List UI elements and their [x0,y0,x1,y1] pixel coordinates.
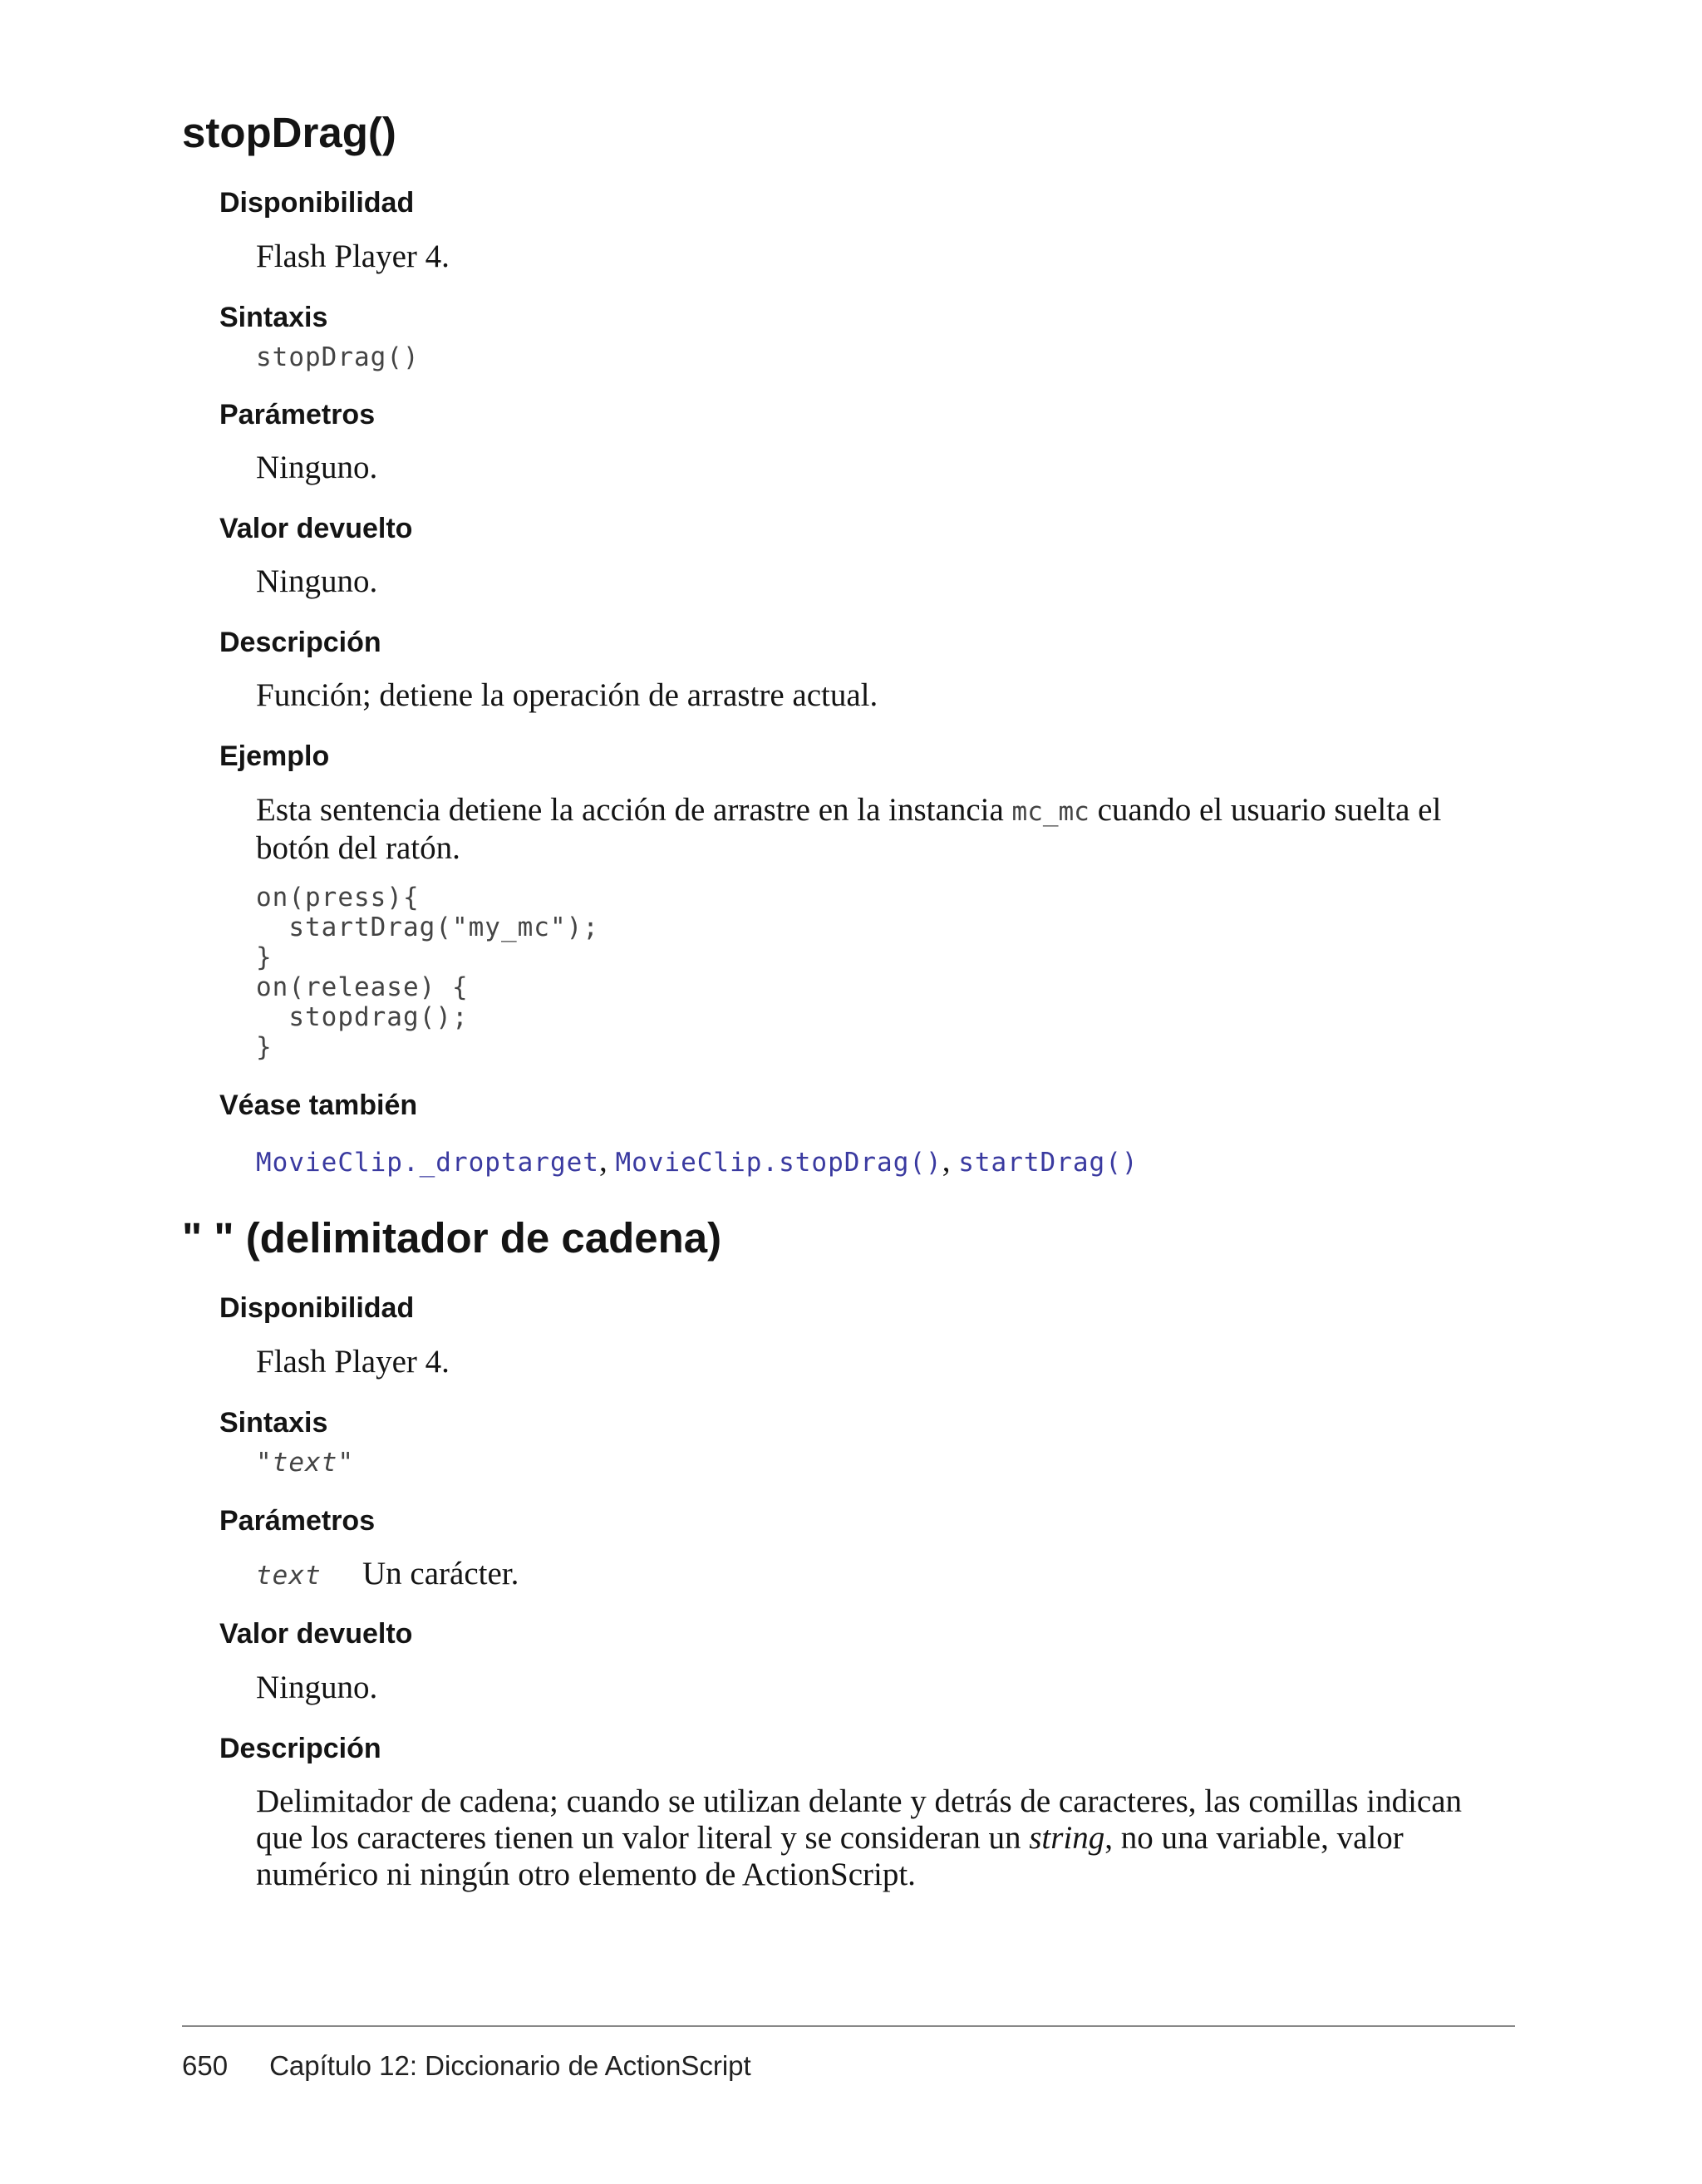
footer-divider [182,2025,1515,2027]
entry-title-string-delimiter: " " (delimitador de cadena) [182,1214,722,1262]
see-also-separator: , [598,1143,616,1178]
example-code-block: on(press){ startDrag("my_mc"); } on(release) { stopdrag(); } [256,883,599,1062]
parameter-name: text [256,1561,322,1591]
example-text [256,792,1519,867]
syntax-quote-close: " [337,1448,354,1478]
page-footer [182,2049,751,2083]
description-heading: Descripción [219,1733,381,1764]
description-text: Función; detiene la operación de arrastre actual. [256,677,878,713]
see-also-link[interactable]: MovieClip._droptarget [256,1148,599,1178]
see-also-heading: Véase también [219,1090,418,1121]
description-heading: Descripción [219,627,381,658]
syntax-heading: Sintaxis [219,302,328,333]
description-italic-term: string [1029,1820,1105,1856]
description-text-after: , no una variable, valor numérico ni ningún otro elemento de ActionScript. [256,1820,1404,1892]
example-inline-code: mc_mc [1011,797,1090,827]
availability-heading: Disponibilidad [219,187,415,219]
return-value-heading: Valor devuelto [219,1618,413,1650]
see-also-links [256,1143,1519,1181]
parameter-description: Un carácter. [362,1556,519,1591]
see-also-link[interactable]: MovieClip.stopDrag() [615,1148,942,1178]
description-text [256,1783,1515,1893]
availability-heading: Disponibilidad [219,1292,415,1324]
syntax-code [256,1448,354,1478]
parameters-heading: Parámetros [219,399,376,430]
syntax-quote-open: " [256,1448,273,1478]
description-text-before: Delimitador de cadena; cuando se utilizan delante y detrás de caracteres, las comillas indican que los caracteres tienen un valor literal y se consideran un [256,1783,1463,1856]
entry-title-stopdrag: stopDrag() [182,109,396,156]
availability-text: Flash Player 4. [256,1344,450,1380]
chapter-title: Capítulo 12: Diccionario de ActionScript [269,2050,751,2081]
return-value-text: Ninguno. [256,1670,378,1705]
syntax-code: stopDrag() [256,342,420,372]
parameters-heading: Parámetros [219,1505,376,1537]
return-value-heading: Valor devuelto [219,513,413,544]
example-text-after: cuando el usuario suelta el botón del ratón. [256,792,1442,866]
example-heading: Ejemplo [219,740,330,772]
syntax-heading: Sintaxis [219,1407,328,1439]
page-number: 650 [182,2050,229,2081]
parameter-row [256,1556,1519,1594]
see-also-link[interactable]: startDrag() [958,1148,1139,1178]
syntax-param: text [272,1448,338,1478]
parameters-text: Ninguno. [256,450,378,485]
example-text-before: Esta sentencia detiene la acción de arrastre en la instancia [256,792,1012,828]
availability-text: Flash Player 4. [256,239,450,274]
return-value-text: Ninguno. [256,563,378,599]
see-also-separator: , [942,1143,959,1178]
